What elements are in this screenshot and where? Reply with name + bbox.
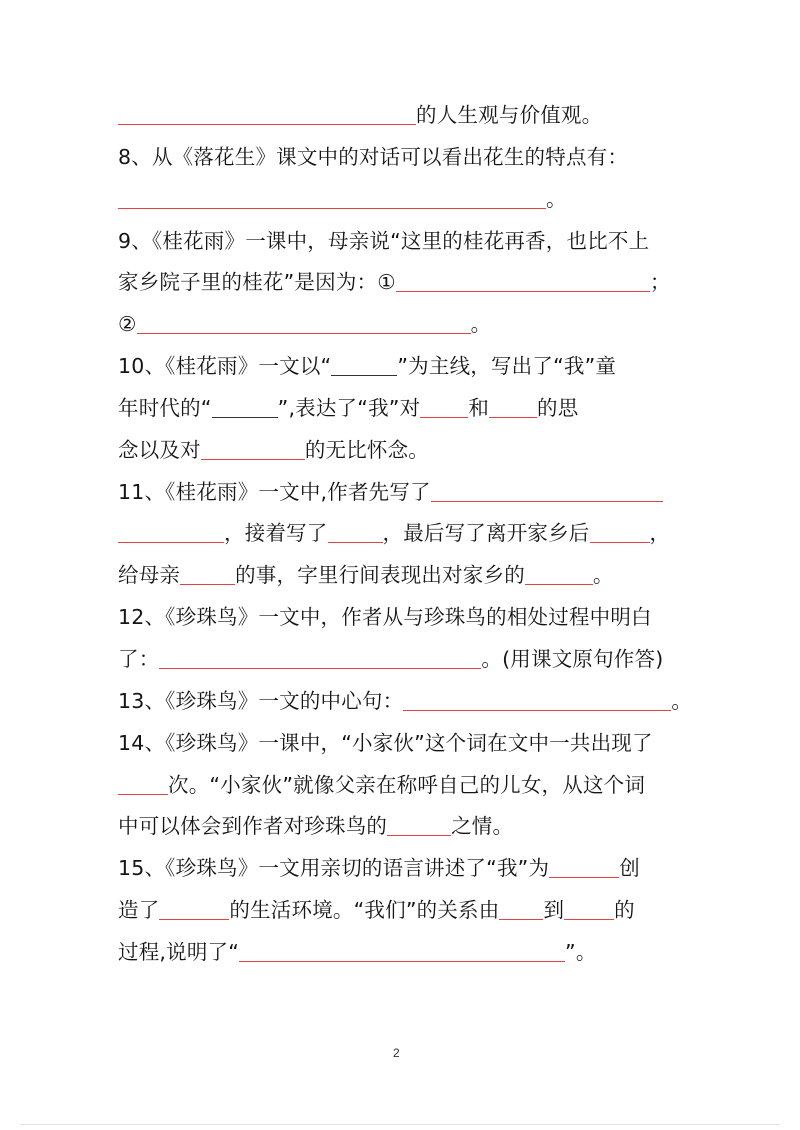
answer-blank xyxy=(525,562,593,585)
line-text: ② xyxy=(118,312,137,337)
answer-blank xyxy=(331,353,397,376)
q15-line-2 xyxy=(118,895,718,937)
answer-blank xyxy=(159,646,481,669)
line-text: 。 xyxy=(671,688,693,713)
q9-line-1 xyxy=(118,226,718,268)
answer-blank xyxy=(403,688,671,711)
q14-line-2 xyxy=(118,770,718,812)
line-text: 的生活环境。“我们”的关系由 xyxy=(229,898,500,923)
line-text: 15、《珍珠鸟》一文用亲切的语言讲述了“我”为 xyxy=(118,856,550,881)
line-text: ，最后写了离开家乡后 xyxy=(382,521,590,546)
q10-line-3 xyxy=(118,435,718,477)
line-text: ，接着写了 xyxy=(224,521,328,546)
q15-line-3 xyxy=(118,937,718,979)
line-text: 的 xyxy=(614,898,635,923)
page-bottom-divider xyxy=(20,1124,780,1125)
answer-blank xyxy=(499,897,543,920)
line-text: 10、《桂花雨》一文以“ xyxy=(118,354,332,379)
q9-line-2 xyxy=(118,267,718,309)
line-text: 的无比怀念。 xyxy=(304,437,430,462)
answer-blank xyxy=(118,102,416,125)
q8-line-1 xyxy=(118,142,718,184)
q14-line-1 xyxy=(118,728,718,770)
q13-line-1 xyxy=(118,686,718,728)
answer-blank xyxy=(212,395,278,418)
q10-line-1 xyxy=(118,351,718,393)
answer-blank xyxy=(201,437,305,460)
answer-blank xyxy=(180,562,235,585)
question-text-block xyxy=(118,100,718,979)
line-text: ”为主线，写出了“我”童 xyxy=(397,354,617,379)
line-text: 的事，字里行间表现出对家乡的 xyxy=(235,563,525,588)
line-text: 11、《桂花雨》一文中,作者先写了 xyxy=(118,479,431,504)
line-text: 14、《珍珠鸟》一课中，“小家伙”这个词在文中一共出现了 xyxy=(118,730,653,755)
answer-blank xyxy=(387,813,451,836)
line-text: 和 xyxy=(468,395,490,420)
line-text: 。 xyxy=(546,186,567,211)
answer-blank xyxy=(118,772,168,795)
line-text: 中可以体会到作者对珍珠鸟的 xyxy=(118,814,388,839)
answer-blank xyxy=(328,520,383,543)
line-text: ”,表达了“我”对 xyxy=(277,395,421,420)
answer-blank xyxy=(118,186,546,209)
q10-line-2 xyxy=(118,393,718,435)
line-text: 8、从《落花生》课文中的对话可以看出花生的特点有： xyxy=(118,144,629,169)
line-text: 了： xyxy=(118,646,160,671)
answer-blank xyxy=(159,897,229,920)
line-text: 到 xyxy=(543,898,565,923)
line-text: 给母亲 xyxy=(118,563,181,588)
line-text: 的思 xyxy=(537,395,579,420)
answer-blank xyxy=(489,395,537,418)
answer-blank xyxy=(431,479,663,502)
line-text: 家乡院子里的桂花”是因为：① xyxy=(118,270,396,295)
answer-blank xyxy=(564,897,614,920)
answer-blank xyxy=(590,520,650,543)
q11-line-2 xyxy=(118,518,718,560)
line-text: 创 xyxy=(619,856,640,881)
answer-blank xyxy=(549,855,619,878)
line-text: ， xyxy=(649,521,671,546)
answer-blank xyxy=(420,395,468,418)
line-text: 念以及对 xyxy=(118,437,201,462)
line-text: 之情。 xyxy=(451,814,514,839)
answer-blank xyxy=(118,520,224,543)
page-number: 2 xyxy=(393,1046,400,1060)
q8-answer-line xyxy=(118,184,718,226)
q14-line-3 xyxy=(118,811,718,853)
line-text: 。 xyxy=(470,312,492,337)
line-text: ； xyxy=(649,270,671,295)
q15-line-1 xyxy=(118,853,718,895)
line-text: ”。 xyxy=(565,939,597,964)
line-text: 。(用课文原句作答) xyxy=(481,646,664,671)
line-text: 造了 xyxy=(118,898,160,923)
line-text: 过程,说明了“ xyxy=(118,939,240,964)
q7-answer-line xyxy=(118,100,718,142)
line-text: 的人生观与价值观。 xyxy=(416,103,603,127)
q12-line-2 xyxy=(118,644,718,686)
q12-line-1 xyxy=(118,602,718,644)
answer-blank xyxy=(239,939,565,962)
line-text: 12、《珍珠鸟》一文中，作者从与珍珠鸟的相处过程中明白 xyxy=(118,605,652,630)
line-text: 年时代的“ xyxy=(118,395,212,420)
answer-blank xyxy=(396,269,650,292)
answer-blank xyxy=(137,311,471,334)
line-text: 次。“小家伙”就像父亲在称呼自己的儿女，从这个词 xyxy=(168,772,646,797)
q11-line-1 xyxy=(118,477,718,519)
line-text: 。 xyxy=(592,563,614,588)
line-text: 9、《桂花雨》一课中，母亲说“这里的桂花再香，也比不上 xyxy=(118,228,650,253)
q9-line-3 xyxy=(118,309,718,351)
q11-line-3 xyxy=(118,560,718,602)
line-text: 13、《珍珠鸟》一文的中心句： xyxy=(118,688,404,713)
